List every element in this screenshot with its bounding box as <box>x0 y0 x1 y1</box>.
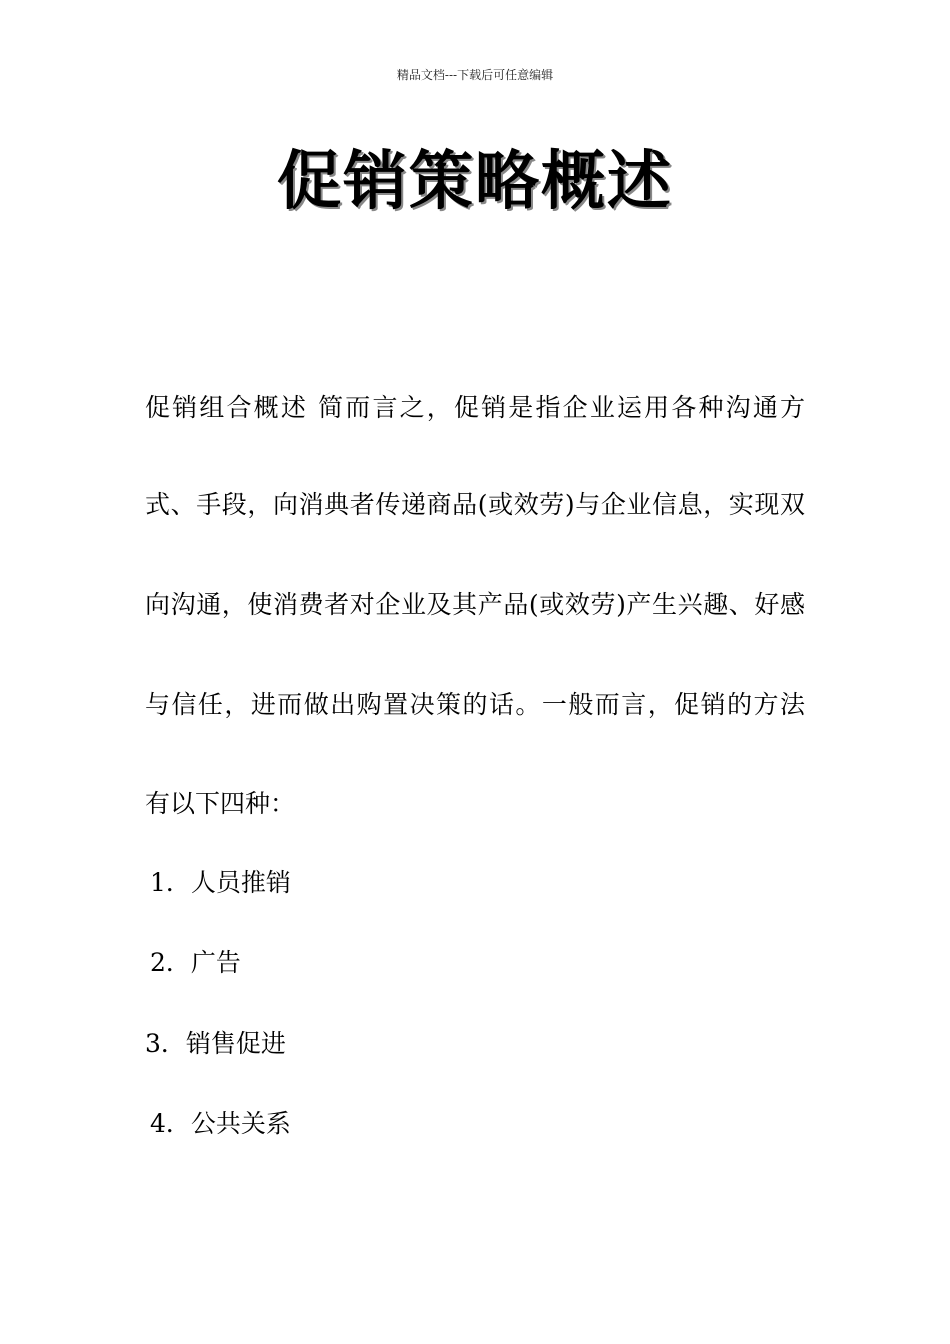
page-title: 促销策略概述 <box>277 144 673 219</box>
paragraph-line: 与信任，进而做出购置决策的话。一般而言，促销的方法 <box>145 690 805 719</box>
paragraph-line: 促销组合概述 简而言之，促销是指企业运用各种沟通方 <box>145 393 805 422</box>
header-note: 精品文档---下载后可任意编辑 <box>396 68 554 82</box>
list-item: 2．广告 <box>150 948 241 977</box>
list-item: 1．人员推销 <box>150 868 291 897</box>
paragraph-line: 向沟通，使消费者对企业及其产品(或效劳)产生兴趣、好感 <box>145 590 805 619</box>
paragraph-line: 式、手段，向消典者传递商品(或效劳)与企业信息，实现双 <box>145 490 805 519</box>
list-item: 4．公共关系 <box>150 1109 291 1138</box>
paragraph-line: 有以下四种： <box>145 789 296 818</box>
list-item: 3．销售促进 <box>145 1029 286 1058</box>
